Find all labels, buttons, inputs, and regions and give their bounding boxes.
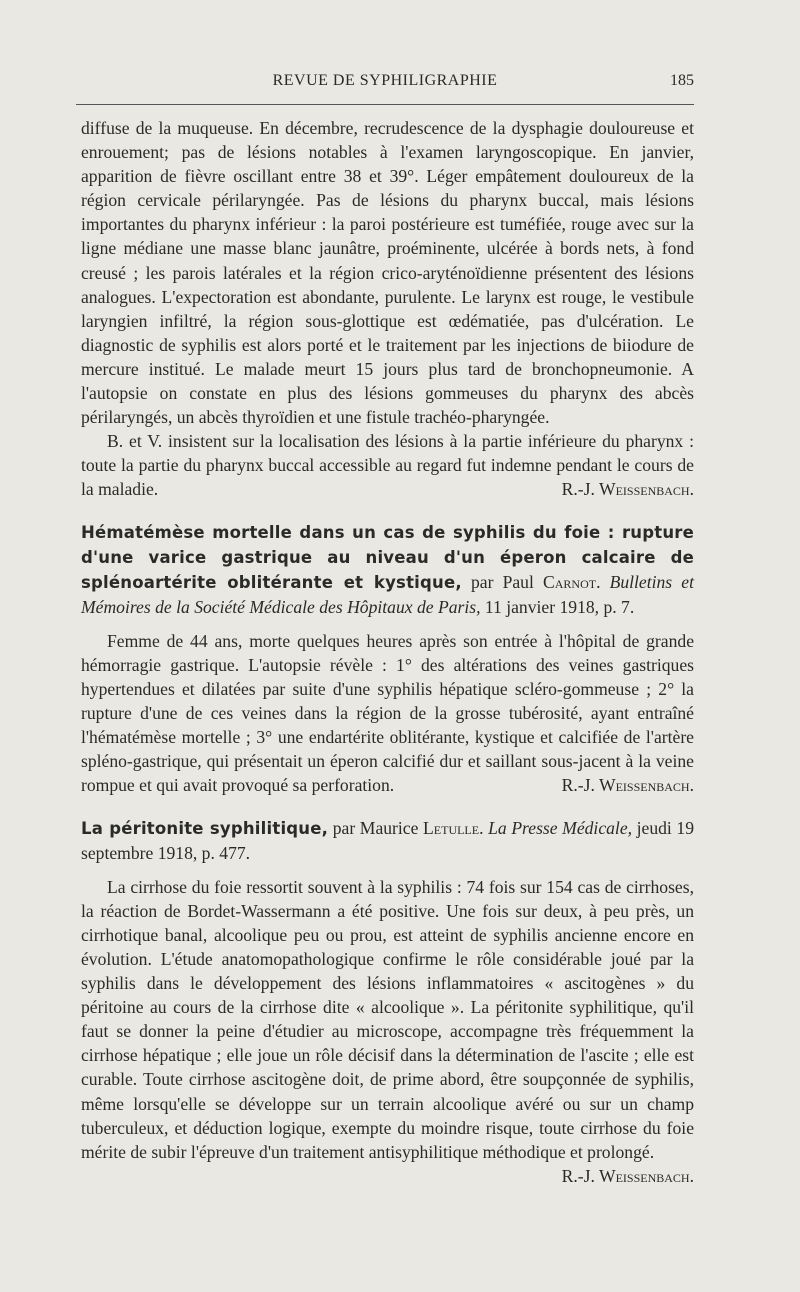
spacer xyxy=(81,865,694,875)
running-title: REVUE DE SYPHILIGRAPHIE xyxy=(272,72,498,89)
section2-source: Bulletins et Mémoires de la Société Médicale des Hôpitaux de Paris, xyxy=(81,571,694,617)
section3-title: La péritonite syphilitique, xyxy=(81,818,329,838)
header-rule xyxy=(76,104,694,105)
page-header xyxy=(76,72,694,102)
section3-date: jeudi 19 septembre 1918, p. 477. xyxy=(81,817,695,863)
section3-signature: R.-J. Weissenbach. xyxy=(561,1165,694,1186)
spacer xyxy=(81,619,694,629)
section2-paragraph-1: Femme de 44 ans, morte quelques heures après son entrée à l'hôpital de grande hémorragie gastrique. L'autopsie révèle : 1° des altérations des veines gastriques hypertendues et dilatées par suite d'une syphilis hépatique scléro-gommeuse ; 2° la rupture d'une de ces veines dans la région de la grosse tubérosité, ayant entraîné l'hématémèse mortelle ; 3° une endartérite oblitérante, kystique et calcifiée de l'artère spléno-gastrique, qui présentait un éperon calcifié dur et saillant sous-jacent à la veine rompue et qui avait provoqué sa perforation. R.-J. Weissenbach. xyxy=(81,629,694,798)
section2-author: Carnot xyxy=(543,571,597,592)
section3-paragraph-1: La cirrhose du foie ressortit souvent à la syphilis : 74 fois sur 154 cas de cirrhoses, la réaction de Bordet-Wassermann a été positive. Une fois sur deux, à peu près, un cirrhotique banal, alcoolique peu ou prou, est atteint de syphilis ancienne encore en évolution. L'étude anatomopathologique confirme le rôle considérable joué par la syphilis dans le développement des lésions inflammatoires « ascitogènes » du péritoine au cours de la cirrhose dite « alcoolique ». La péritonite syphilitique, qu'il faut se donner la peine d'étudier au microscope, accompagne très fréquemment la cirrhose hépatique ; elle joue un rôle décisif dans la détermination de l'ascite ; elle est curable. Toute cirrhose ascitogène doit, de prime abord, être soupçonnée de syphilis, même lorsqu'elle se développe sur un terrain alcoolique avéré ou sur un champ tuberculeux, et déduction logique, exempte du moindre risque, toute cirrhose du foie mérite de subir l'épreuve d'un traitement antisyphilitique méthodique et prolongé. R.-J. Weissenbach. xyxy=(81,875,694,1164)
spacer xyxy=(81,798,694,816)
section1-paragraph-2: B. et V. insistent sur la localisation des lésions à la partie inférieure du pharynx : toute la partie du pharynx buccal accessible au regard fut indemne pendant le cours de la maladie. R.-J. Weissenbach. xyxy=(81,429,694,501)
section2-heading: Hématémèse mortelle dans un cas de syphilis du foie : rupture d'une varice gastrique au niveau d'un éperon calcaire de splénoartérite oblitérante et kystique, par Paul Carnot. Bulletins et Mémoires de la Société Médicale des Hôpitaux de Paris, 11 janvier 1918, p. 7. xyxy=(81,522,694,617)
spacer xyxy=(81,502,694,520)
section3-source: La Presse Médicale, xyxy=(488,817,633,838)
section1-paragraph-1: diffuse de la muqueuse. En décembre, recrudescence de la dysphagie douloureuse et enrouement; pas de lésions notables à l'examen laryngoscopique. En janvier, apparition de fièvre oscillant entre 38 et 39°. Léger empâtement douloureux de la région cervicale périlaryngée. Pas de lésions du pharynx buccal, mais lésions importantes du pharynx inférieur : la paroi postérieure est tuméfiée, rouge avec sur la ligne médiane une masse blanc jaunâtre, proéminente, ulcérée à bords nets, à fond creusé ; les parois latérales et la région crico-aryténoïdienne présentent des lésions analogues. L'expectoration est abondante, purulente. Le larynx est rouge, le vestibule laryngien infiltré, la région sous-glottique est œdématiée, pas d'ulcération. Le diagnostic de syphilis est alors porté et le traitement par les injections de biiodure de mercure institué. Le malade meurt 15 jours plus tard de bronchopneumonie. A l'autopsie on constate en plus des lésions gommeuses du pharynx des abcès périlaryngés, un abcès thyroïdien et une fistule trachéo-pharyngée. xyxy=(81,118,694,428)
section1-signature: R.-J. Weissenbach. xyxy=(561,479,694,500)
page-body xyxy=(81,116,694,1188)
section3-author: Letulle xyxy=(423,817,480,838)
section2-date: 11 janvier 1918, p. 7. xyxy=(480,596,635,617)
section2-signature: R.-J. Weissenbach. xyxy=(561,775,694,796)
section3-heading: La péritonite syphilitique, par Maurice Letulle. La Presse Médicale, jeudi 19 septembre 1918, p. 477. xyxy=(81,817,695,863)
section2-title: Hématémèse mortelle dans un cas de syphilis du foie : rupture d'une varice gastrique au niveau d'un éperon calcaire de splénoartérite oblitérante et kystique, xyxy=(81,522,694,592)
page-number: 185 xyxy=(670,72,694,89)
